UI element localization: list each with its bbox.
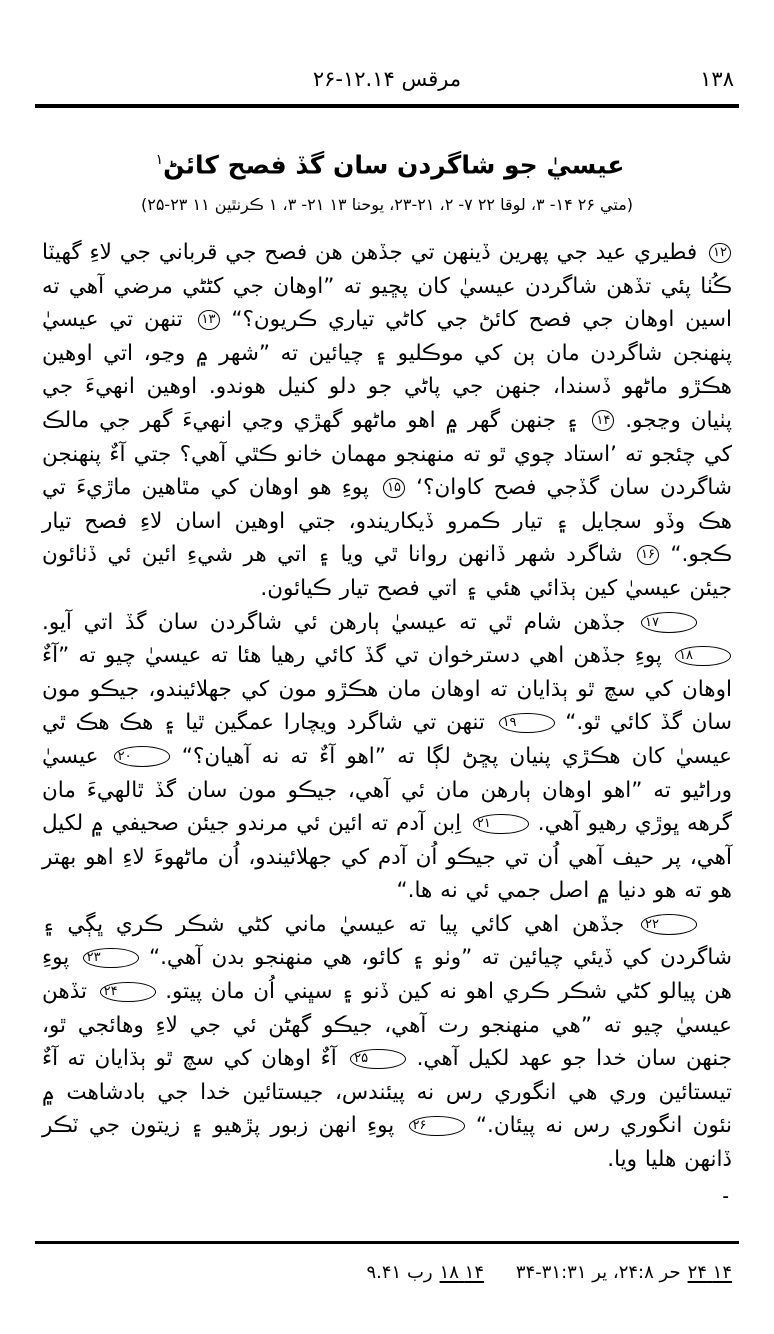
- page-number: ۱۳۸: [700, 67, 734, 91]
- running-head-reference: مرقس ۱۲.۱۴-۲۶: [312, 67, 462, 91]
- verse-number: ۲۱: [473, 814, 529, 835]
- section-heading: [0, 143, 774, 182]
- verse-number: ۱۵: [383, 478, 405, 499]
- verse-number: ۱۸: [675, 646, 731, 667]
- paragraph: ۱۷ جڏهن شام ٿي ته عيسيٰ ٻارهن ئي شاگردن سان گڏ اتي آيو. ۱۸ پوءِ جڏهن اهي دسترخوان تي گڏ کائي رهيا هئا ته عيسيٰ چيو ته ”آءٌ اوهان کي سچ ٿو ٻڌايان ته اوهان مان هڪڙو مون کي جهلائيندو، جيڪو مون سان گڏ کائي ٿو.“ ۱۹ تنهن تي شاگرد ويچارا عمگين ٿيا ۽ هڪ هڪ ٿي عيسيٰ کان هڪڙي پنيان پڇڻ لڳا ته ”اهو آءٌ ته نه آهيان؟“ ۲۰ عيسيٰ وراڻيو ته ”اهو اوهان ٻارهن مان ئي آهي، جيڪو مون سان گڏ ٿالهيءَ مان گرهه ڀوڙي رهيو آهي. ۲۱ اِبن آدم ته ائين ئي مرندو جيئن صحيفي ۾ لکيل آهي، پر حيف آهي اُن تي جيڪو اُن آدم کي جهلائيندو، اُن ماڻهوءَ لاءِ اهو بهتر هو ته هو دنيا ۾ اصل جمي ئي نه ها.“: [42, 609, 732, 904]
- body-text: [42, 236, 732, 1207]
- footnote-divider-rule: [35, 1241, 739, 1244]
- footnote-area: [42, 1258, 732, 1288]
- verse-number: ۲۵: [350, 1049, 406, 1070]
- verse-number: ۲۰: [114, 746, 170, 767]
- verse-number: ۲۲: [641, 914, 697, 935]
- verse-number: ۱۲: [709, 243, 731, 264]
- header-divider-rule: [35, 104, 739, 108]
- running-head: [40, 62, 734, 96]
- paragraph: ۲۲ جڏهن اهي کائي پيا ته عيسيٰ ماني کڻي شڪر ڪري ڀڳي ۽ شاگردن کي ڏيئي چيائين ته ”وٺو ۽ کائو، هي منهنجو بدن آهي.“ ۲۳ پوءِ هن پيالو کڻي شڪر ڪري اهو نه کين ڏنو ۽ سڀني اُن مان پيتو. ۲۴ تڏهن عيسيٰ چيو ته ”هي منهنجو رت آهي، جيڪو گهڻن ئي جي لاءِ وهائجي ٿو، جنهن سان خدا جو عهد لکيل آهي. ۲۵ آءٌ اوهان کي سچ ٿو ٻڌايان ته آءٌ تيستائين وري هي انگوري رس نه پيئندس، جيستائين خدا جي بادشاهت ۾ نئون انگوري رس نه پيئان.“ ۲۶ پوءِ انهن زبور پڙهيو ۽ زيتون جي ٽڪر ڏانهن هليا ويا.: [42, 911, 733, 1173]
- verse-number: ۱۴: [592, 410, 614, 431]
- footnote-entry: [516, 1258, 732, 1288]
- verse-number: ۲۶: [409, 1116, 465, 1137]
- paragraph: ۱۲ فطيري عيد جي پهرين ڏينهن تي جڏهن هن فصح جي قرباني جي لاءِ گهيٽا ڪُٺا پئي تڏهن شاگردن عيسيٰ کان پڇيو ته ”اوهان جي کڻڻي مرضي آهي ته اسين اوهان جي فصح کائڻ جي کاڻي تياري ڪريون؟“ ۱۳ تنهن تي عيسيٰ پنهنجن شاگردن مان ٻن کي موڪليو ۽ چيائين ته ”شهر ۾ وڃو، اتي اوهين هڪڙو ماڻهو ڏسندا، جنهن جي پاڻي جو دلو کنيل هوندو. اوهين انهيءَ جي پٺيان وڃجو. ۱۴ ۽ جنهن گهر ۾ اهو ماڻهو گهڙي وڃي انهيءَ گهر جي مالڪ کي چئجو ته ’استاد چوي ٿو ته منهنجو مهمان خانو ڪٿي آهي؟ جتي آءٌ پنهنجن شاگردن سان گڏجي فصح کاوان؟‘ ۱۵ پوءِ هو اوهان کي مٿاهين ماڙيءَ تي هڪ وڏو سجايل ۽ تيار ڪمرو ڏيکاريندو، جتي اوهين اسان لاءِ فصح تيار ڪجو.“ ۱۶ شاگرد شهر ڏانهن روانا ٿي ويا ۽ اتي هر شيءِ ائين ئي ڏٺائون جيئن عيسيٰ کين ٻڌائي هئي ۽ اتي فصح تيار ڪيائون.: [42, 240, 732, 601]
- paragraph-end-mark: ۔: [719, 1178, 732, 1204]
- verse-number: ۱۷: [641, 612, 697, 633]
- section-heading-text: عيسيٰ جو شاگردن سان گڏ فصح کائڻ: [163, 150, 625, 180]
- verse-number: ۲۳: [83, 948, 139, 969]
- footnote-reference: رب ۹.۴۱: [366, 1262, 433, 1283]
- verse-number: ۱۳: [198, 310, 220, 331]
- section-heading-marker: ۱: [155, 152, 164, 168]
- verse-number: ۲۴: [100, 982, 156, 1003]
- footnote-reference: حر ۲۴:۸، یر ۳۱:۳۱-۳۴: [515, 1262, 681, 1283]
- verse-number: ۱۶: [637, 545, 659, 566]
- cross-reference-line: (متي ۲۶ ۱۴- ۳، لوقا ۲۲ ۷- ۲، ۲۱-۲۳، يوحنا ۱۳ ۲۱- ۳، ۱ ڪرنٿين ۱۱ ۲۳-۲۵): [140, 195, 633, 214]
- footnote-key: ۱۴ ۱۸: [439, 1262, 484, 1283]
- verse-number: ۱۹: [499, 713, 555, 734]
- footnote-entry: [366, 1258, 484, 1288]
- footnote-key: ۱۴ ۲۴: [687, 1262, 732, 1283]
